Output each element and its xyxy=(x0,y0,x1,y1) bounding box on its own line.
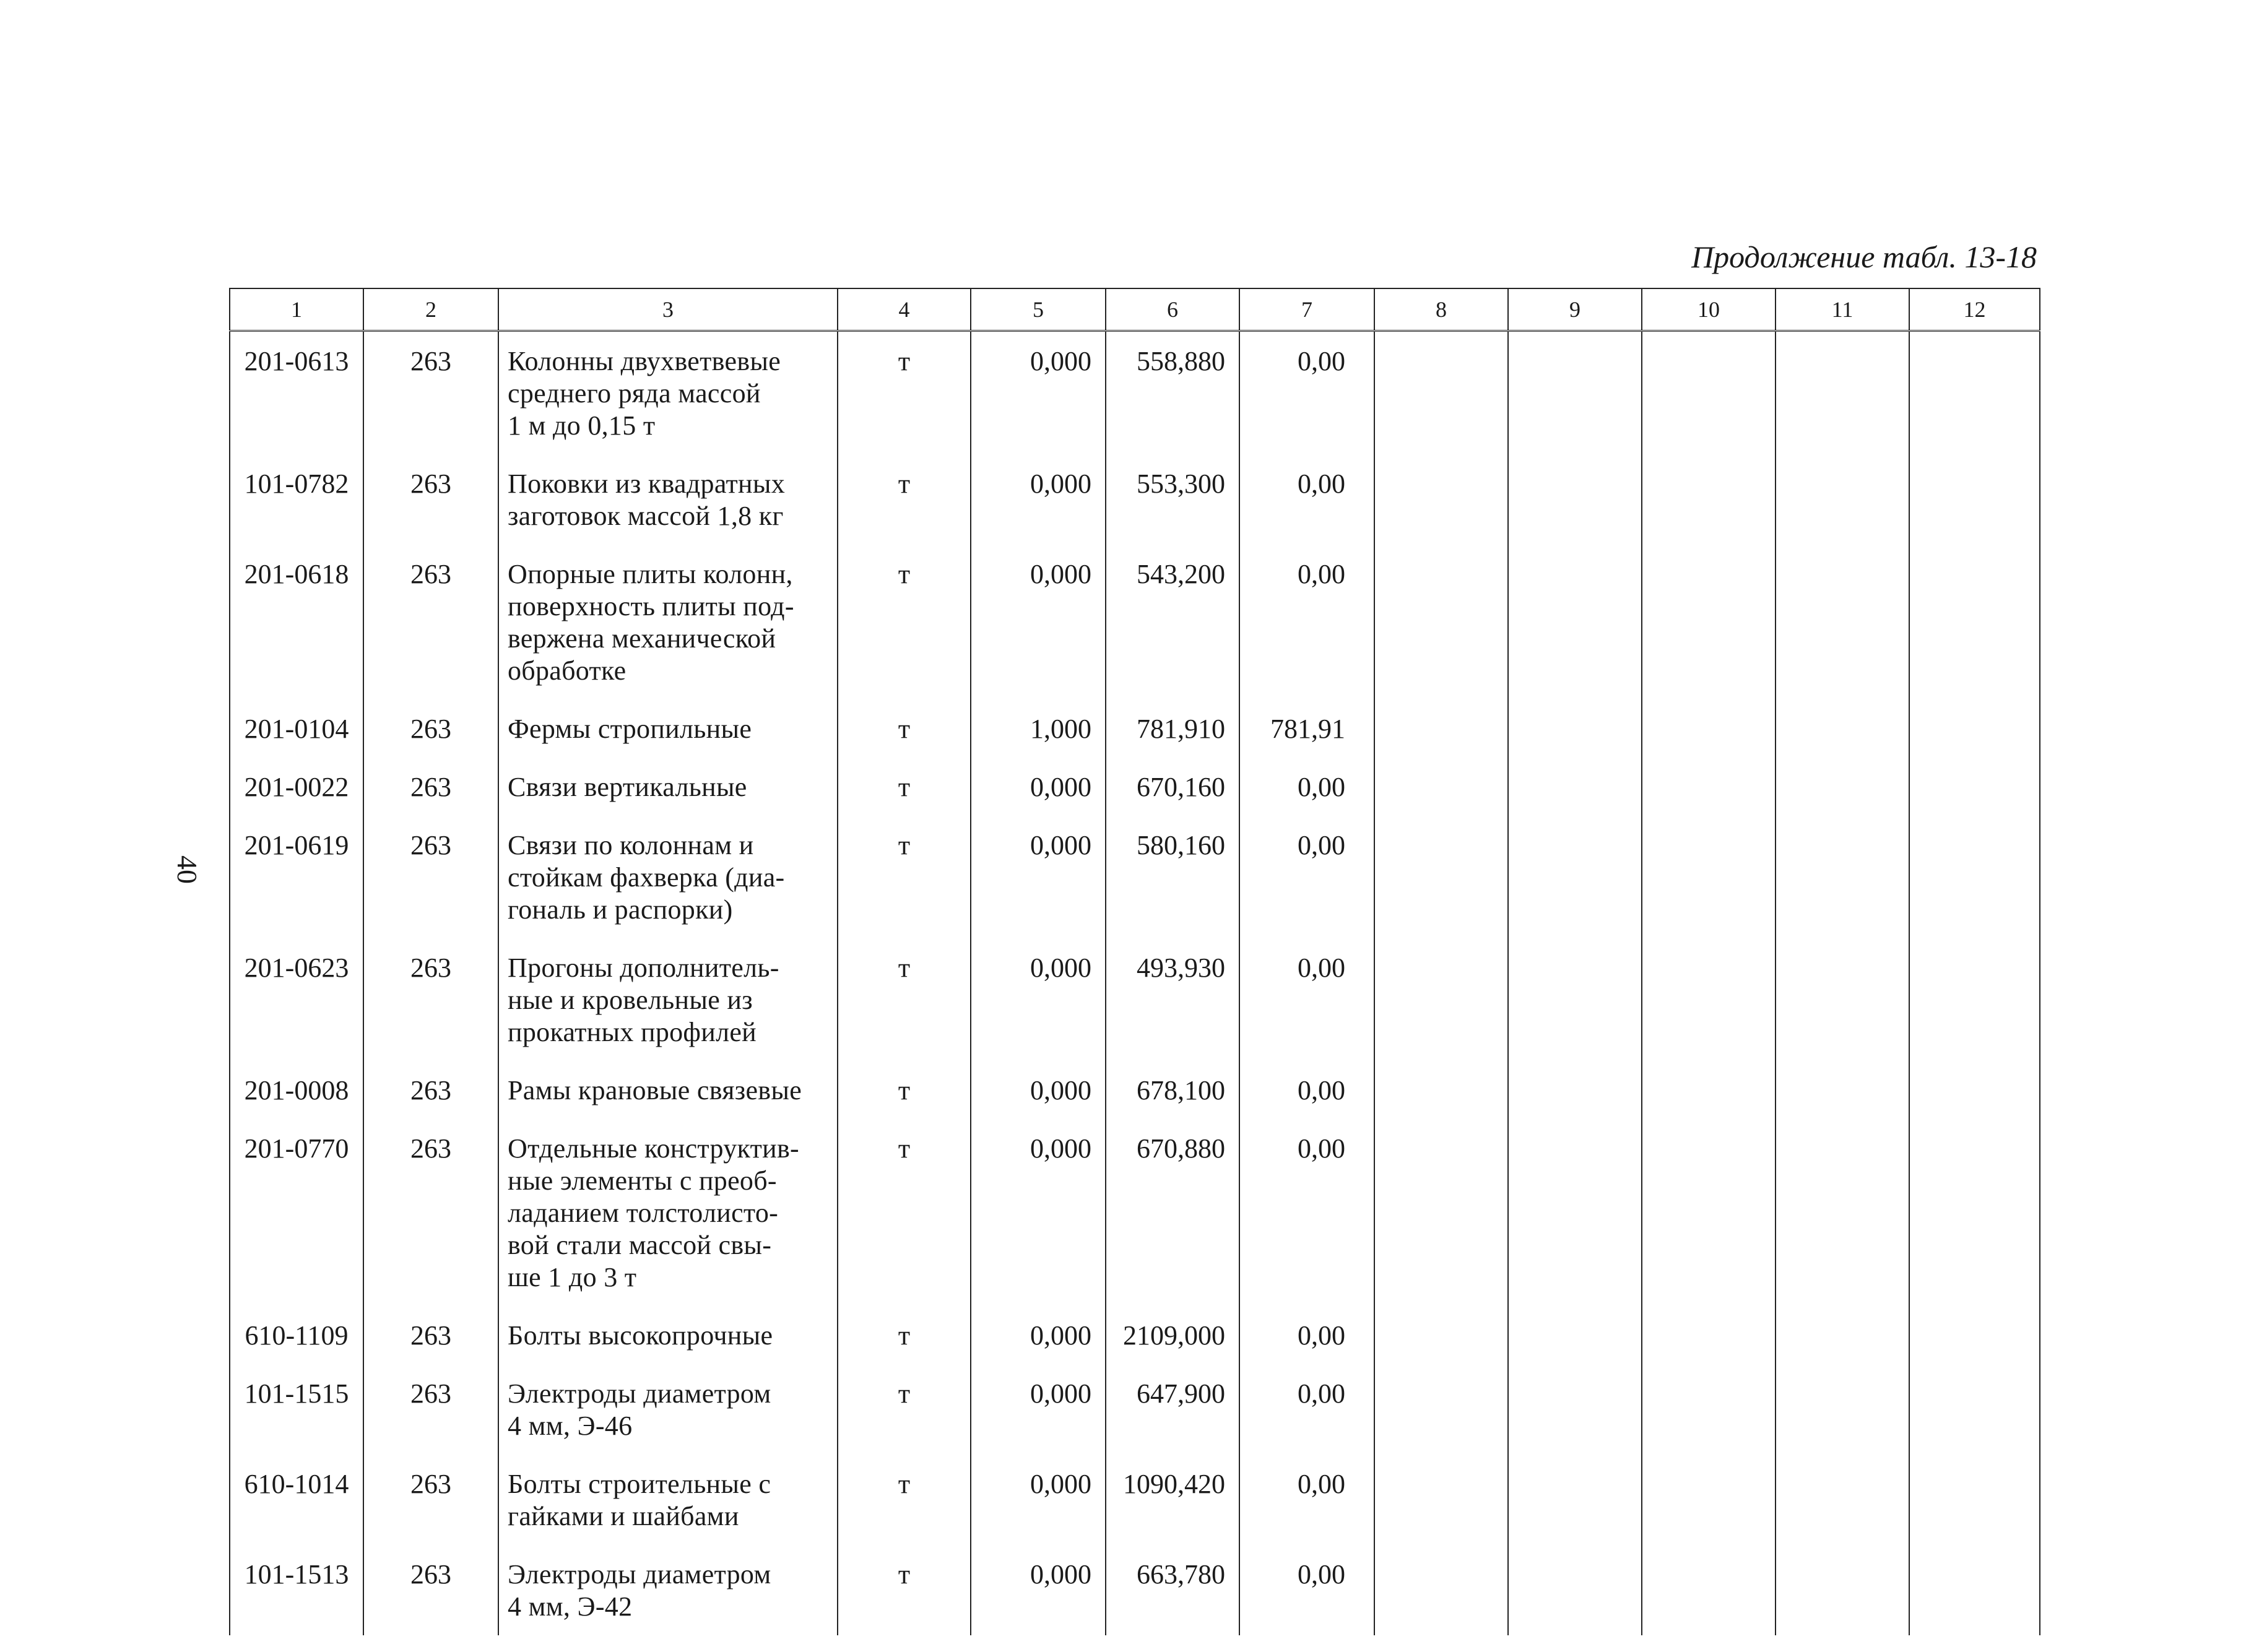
cell-col9 xyxy=(1508,699,1642,758)
cell-col8 xyxy=(1374,1061,1508,1119)
cell-unit: т xyxy=(838,545,971,699)
cell-col5: 0,000 xyxy=(971,454,1106,545)
cell-col8 xyxy=(1374,331,1508,455)
table-caption: Продолжение табл. 13-18 xyxy=(1691,240,2037,274)
cell-name xyxy=(498,1364,838,1455)
cell-group: 263 xyxy=(363,1364,498,1455)
cell-group: 263 xyxy=(363,816,498,938)
cell-unit: т xyxy=(838,1455,971,1545)
cell-col9 xyxy=(1508,816,1642,938)
cell-name xyxy=(498,331,838,455)
cell-col7: 0,00 xyxy=(1239,758,1374,816)
cell-col9 xyxy=(1508,1364,1642,1455)
cell-name xyxy=(498,1306,838,1364)
table-row xyxy=(230,938,2040,1061)
cell-col8 xyxy=(1374,1306,1508,1364)
cell-code: 201-0623 xyxy=(230,938,363,1061)
name-line: Поковки из квадратных xyxy=(508,469,786,499)
cell-name xyxy=(498,1119,838,1306)
cell-col7: 0,00 xyxy=(1239,1545,1374,1635)
column-number: 7 xyxy=(1239,288,1374,331)
cell-unit: т xyxy=(838,454,971,545)
cell-unit: т xyxy=(838,699,971,758)
cell-col10 xyxy=(1642,1364,1776,1455)
cell-col5: 0,000 xyxy=(971,1119,1106,1306)
cell-group: 263 xyxy=(363,1306,498,1364)
cell-col7: 781,91 xyxy=(1239,699,1374,758)
cell-col11 xyxy=(1776,545,1909,699)
cell-code: 201-0613 xyxy=(230,331,363,455)
column-number: 1 xyxy=(230,288,363,331)
cell-col9 xyxy=(1508,545,1642,699)
column-number: 11 xyxy=(1776,288,1909,331)
cell-col7: 0,00 xyxy=(1239,1119,1374,1306)
cell-col9 xyxy=(1508,454,1642,545)
cell-col9 xyxy=(1508,1455,1642,1545)
cell-unit: т xyxy=(838,938,971,1061)
cell-col8 xyxy=(1374,1364,1508,1455)
cell-col7: 0,00 xyxy=(1239,1455,1374,1545)
table-row xyxy=(230,699,2040,758)
cell-col11 xyxy=(1776,1455,1909,1545)
cell-col7: 0,00 xyxy=(1239,816,1374,938)
cell-col8 xyxy=(1374,699,1508,758)
table-row xyxy=(230,1455,2040,1545)
cell-col12 xyxy=(1909,1119,2040,1306)
cell-col5: 0,000 xyxy=(971,938,1106,1061)
cell-col10 xyxy=(1642,1545,1776,1635)
cell-col10 xyxy=(1642,1306,1776,1364)
table-row xyxy=(230,1545,2040,1635)
cell-code: 201-0619 xyxy=(230,816,363,938)
cell-unit: т xyxy=(838,1119,971,1306)
cell-col6: 663,780 xyxy=(1106,1545,1239,1635)
cell-name xyxy=(498,816,838,938)
cell-code: 101-1515 xyxy=(230,1364,363,1455)
table-row xyxy=(230,545,2040,699)
table-row xyxy=(230,758,2040,816)
cell-unit: т xyxy=(838,1545,971,1635)
column-number: 8 xyxy=(1374,288,1508,331)
cell-unit: т xyxy=(838,1061,971,1119)
column-number: 6 xyxy=(1106,288,1239,331)
column-number: 5 xyxy=(971,288,1106,331)
name-line: вержена механической xyxy=(508,623,776,654)
cell-col10 xyxy=(1642,1455,1776,1545)
cell-unit: т xyxy=(838,1364,971,1455)
name-line: ладанием толстолисто- xyxy=(508,1198,779,1228)
cell-col6: 558,880 xyxy=(1106,331,1239,455)
cell-name xyxy=(498,454,838,545)
cell-name xyxy=(498,1455,838,1545)
cell-col7: 0,00 xyxy=(1239,331,1374,455)
cell-code: 610-1109 xyxy=(230,1306,363,1364)
cell-col12 xyxy=(1909,699,2040,758)
cell-group: 263 xyxy=(363,938,498,1061)
column-number: 3 xyxy=(498,288,838,331)
cell-name xyxy=(498,758,838,816)
cell-col6: 580,160 xyxy=(1106,816,1239,938)
cell-col12 xyxy=(1909,1364,2040,1455)
cell-col12 xyxy=(1909,1061,2040,1119)
cell-col5: 0,000 xyxy=(971,1061,1106,1119)
cell-name xyxy=(498,1061,838,1119)
cell-col10 xyxy=(1642,938,1776,1061)
table-row xyxy=(230,1119,2040,1306)
cell-col8 xyxy=(1374,938,1508,1061)
cell-col10 xyxy=(1642,816,1776,938)
name-line: обработке xyxy=(508,655,627,686)
column-number: 2 xyxy=(363,288,498,331)
name-line: Электроды диаметром xyxy=(508,1559,771,1589)
name-line: Прогоны дополнитель- xyxy=(508,953,779,983)
cell-col6: 647,900 xyxy=(1106,1364,1239,1455)
cell-unit: т xyxy=(838,331,971,455)
name-line: Отдельные конструктив- xyxy=(508,1133,800,1164)
name-line: Опорные плиты колонн, xyxy=(508,559,793,589)
name-line: гайками и шайбами xyxy=(508,1501,739,1531)
cell-col9 xyxy=(1508,1061,1642,1119)
cell-col8 xyxy=(1374,816,1508,938)
name-line: стойкам фахверка (диа- xyxy=(508,862,785,893)
cell-name xyxy=(498,699,838,758)
name-line: Колонны двухветвевые xyxy=(508,346,781,376)
name-line: ше 1 до 3 т xyxy=(508,1262,637,1292)
cell-col12 xyxy=(1909,1306,2040,1364)
cell-col6: 678,100 xyxy=(1106,1061,1239,1119)
cell-col8 xyxy=(1374,545,1508,699)
cell-group: 263 xyxy=(363,1061,498,1119)
cell-col12 xyxy=(1909,331,2040,455)
cell-group: 263 xyxy=(363,1455,498,1545)
cell-col6: 543,200 xyxy=(1106,545,1239,699)
cell-col11 xyxy=(1776,1364,1909,1455)
cell-col6: 1090,420 xyxy=(1106,1455,1239,1545)
cell-col9 xyxy=(1508,1545,1642,1635)
name-line: ные и кровельные из xyxy=(508,985,753,1015)
column-number-row xyxy=(230,288,2040,331)
cell-col10 xyxy=(1642,1061,1776,1119)
cell-col5: 0,000 xyxy=(971,331,1106,455)
table-row xyxy=(230,1364,2040,1455)
cell-col6: 493,930 xyxy=(1106,938,1239,1061)
cell-col11 xyxy=(1776,454,1909,545)
name-line: гональ и распорки) xyxy=(508,894,733,925)
cell-col6: 670,880 xyxy=(1106,1119,1239,1306)
name-line: среднего ряда массой xyxy=(508,378,761,409)
cell-col10 xyxy=(1642,1119,1776,1306)
cell-group: 263 xyxy=(363,1119,498,1306)
name-line: Болты строительные с xyxy=(508,1469,771,1499)
cell-col11 xyxy=(1776,1119,1909,1306)
cell-col10 xyxy=(1642,758,1776,816)
cell-col11 xyxy=(1776,331,1909,455)
name-line: ные элементы с преоб- xyxy=(508,1165,777,1196)
cell-col10 xyxy=(1642,545,1776,699)
cell-col12 xyxy=(1909,1455,2040,1545)
cell-group: 263 xyxy=(363,331,498,455)
cell-group: 263 xyxy=(363,699,498,758)
page-number: 40 xyxy=(171,855,203,884)
materials-table xyxy=(229,288,2040,1635)
name-line: Связи по колоннам и xyxy=(508,830,754,860)
cell-unit: т xyxy=(838,1306,971,1364)
column-number: 10 xyxy=(1642,288,1776,331)
cell-col11 xyxy=(1776,938,1909,1061)
cell-code: 201-0770 xyxy=(230,1119,363,1306)
cell-col12 xyxy=(1909,545,2040,699)
cell-col8 xyxy=(1374,1455,1508,1545)
cell-col9 xyxy=(1508,938,1642,1061)
cell-col9 xyxy=(1508,758,1642,816)
cell-group: 263 xyxy=(363,758,498,816)
table-row xyxy=(230,331,2040,455)
cell-col7: 0,00 xyxy=(1239,545,1374,699)
cell-col5: 1,000 xyxy=(971,699,1106,758)
cell-col12 xyxy=(1909,938,2040,1061)
name-line: заготовок массой 1,8 кг xyxy=(508,501,784,531)
cell-group: 263 xyxy=(363,1545,498,1635)
table-row xyxy=(230,816,2040,938)
cell-col7: 0,00 xyxy=(1239,1061,1374,1119)
cell-col10 xyxy=(1642,454,1776,545)
name-line: Рамы крановые связевые xyxy=(508,1075,802,1105)
cell-code: 201-0008 xyxy=(230,1061,363,1119)
cell-col9 xyxy=(1508,1119,1642,1306)
cell-col8 xyxy=(1374,1119,1508,1306)
cell-col11 xyxy=(1776,1545,1909,1635)
cell-col12 xyxy=(1909,758,2040,816)
name-line: поверхность плиты под- xyxy=(508,591,794,621)
name-line: Фермы стропильные xyxy=(508,714,752,744)
table-body xyxy=(230,331,2040,1636)
cell-col9 xyxy=(1508,331,1642,455)
name-line: 1 м до 0,15 т xyxy=(508,410,656,441)
name-line: 4 мм, Э-42 xyxy=(508,1591,633,1622)
cell-col5: 0,000 xyxy=(971,1545,1106,1635)
cell-col7: 0,00 xyxy=(1239,454,1374,545)
cell-col5: 0,000 xyxy=(971,1455,1106,1545)
name-line: прокатных профилей xyxy=(508,1017,757,1047)
cell-col8 xyxy=(1374,454,1508,545)
cell-col5: 0,000 xyxy=(971,545,1106,699)
cell-col7: 0,00 xyxy=(1239,1364,1374,1455)
cell-code: 201-0618 xyxy=(230,545,363,699)
table-row xyxy=(230,1061,2040,1119)
table-row xyxy=(230,1306,2040,1364)
cell-group: 263 xyxy=(363,545,498,699)
cell-col11 xyxy=(1776,758,1909,816)
column-number: 4 xyxy=(838,288,971,331)
cell-col11 xyxy=(1776,816,1909,938)
cell-col11 xyxy=(1776,1061,1909,1119)
cell-col10 xyxy=(1642,699,1776,758)
cell-col7: 0,00 xyxy=(1239,1306,1374,1364)
cell-name xyxy=(498,938,838,1061)
cell-unit: т xyxy=(838,758,971,816)
cell-col5: 0,000 xyxy=(971,816,1106,938)
cell-col12 xyxy=(1909,816,2040,938)
name-line: Болты высокопрочные xyxy=(508,1320,773,1351)
cell-name xyxy=(498,1545,838,1635)
cell-col12 xyxy=(1909,454,2040,545)
cell-col5: 0,000 xyxy=(971,758,1106,816)
cell-unit: т xyxy=(838,816,971,938)
cell-code: 201-0022 xyxy=(230,758,363,816)
cell-code: 101-0782 xyxy=(230,454,363,545)
cell-col11 xyxy=(1776,1306,1909,1364)
cell-code: 101-1513 xyxy=(230,1545,363,1635)
cell-col8 xyxy=(1374,1545,1508,1635)
column-number: 9 xyxy=(1508,288,1642,331)
cell-col5: 0,000 xyxy=(971,1364,1106,1455)
cell-col8 xyxy=(1374,758,1508,816)
cell-col10 xyxy=(1642,331,1776,455)
cell-name xyxy=(498,545,838,699)
column-number: 12 xyxy=(1909,288,2040,331)
cell-col5: 0,000 xyxy=(971,1306,1106,1364)
cell-col11 xyxy=(1776,699,1909,758)
cell-col6: 781,910 xyxy=(1106,699,1239,758)
table-row xyxy=(230,454,2040,545)
cell-col7: 0,00 xyxy=(1239,938,1374,1061)
name-line: Электроды диаметром xyxy=(508,1378,771,1409)
name-line: вой стали массой свы- xyxy=(508,1230,772,1260)
name-line: 4 мм, Э-46 xyxy=(508,1411,633,1441)
cell-group: 263 xyxy=(363,454,498,545)
cell-col12 xyxy=(1909,1545,2040,1635)
cell-col6: 2109,000 xyxy=(1106,1306,1239,1364)
name-line: Связи вертикальные xyxy=(508,772,747,802)
cell-col6: 553,300 xyxy=(1106,454,1239,545)
cell-code: 610-1014 xyxy=(230,1455,363,1545)
cell-col6: 670,160 xyxy=(1106,758,1239,816)
cell-code: 201-0104 xyxy=(230,699,363,758)
cell-col9 xyxy=(1508,1306,1642,1364)
